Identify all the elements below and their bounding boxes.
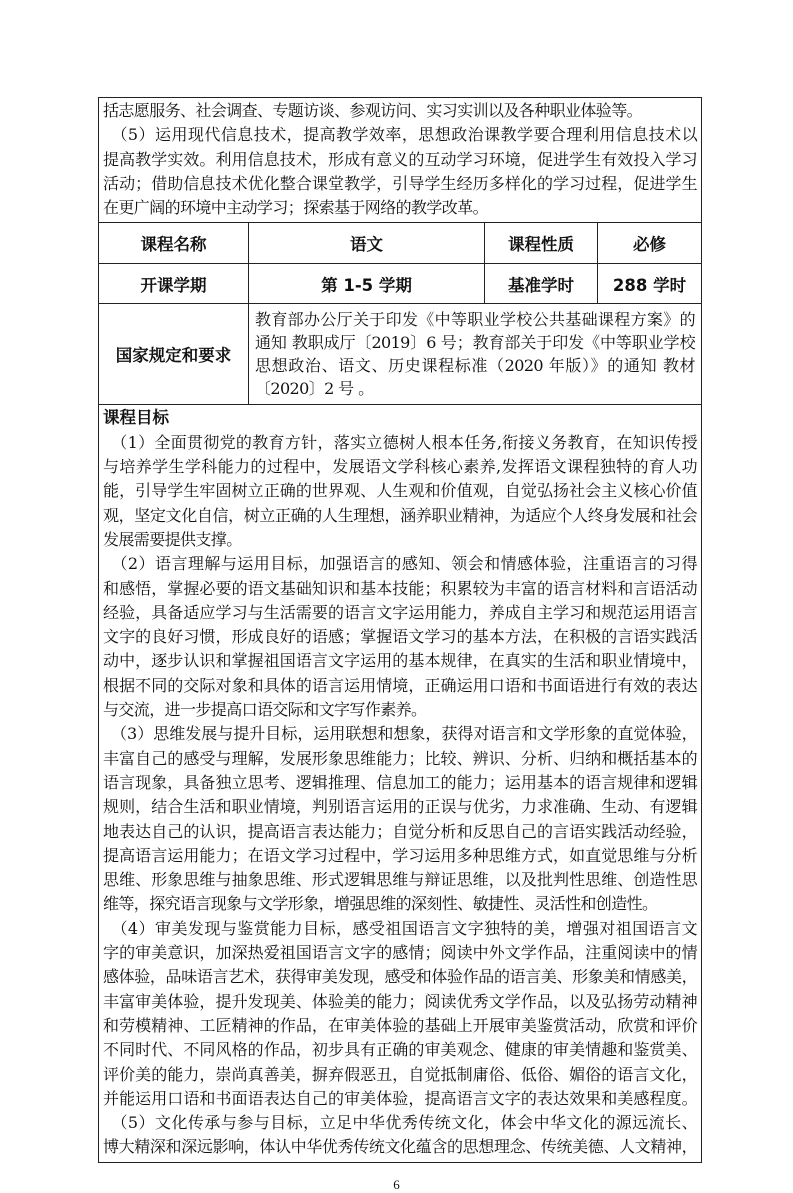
course-name-label: 课程名称 — [140, 235, 207, 255]
text-line: 规则，结合生活和职业情境，判别语言运用的正误与优劣，力求准确、生动、有逻辑 — [103, 797, 697, 817]
text-line: 字的审美意识，加深热爱祖国语言文字的感情；阅读中外文学作品，注重阅读中的情 — [103, 943, 697, 963]
text-line: 提高语言运用能力；在语文学习过程中，学习运用多种思维方式，如直觉思维与分析 — [103, 845, 697, 865]
text-line: 发展需要提供支撑。 — [103, 529, 242, 549]
text-line: 思维、形象思维与抽象思维、形式逻辑思维与辩证思维，以及批判性思维、创造性思 — [103, 870, 697, 890]
course-name-value: 语文 — [248, 223, 484, 263]
page-number: 6 — [393, 1176, 400, 1192]
text-line: 提高教学实效。利用信息技术，形成有意义的互动学习环境，促进学生有效投入学习 — [103, 149, 697, 169]
regulation-label: 国家规定和要求 — [115, 346, 232, 366]
text-line: 通知 教职成厅〔2019〕6 号；教育部关于印发《中等职业学校 — [255, 333, 695, 353]
text-line: 动中，逐步认识和掌握祖国语言文字运用的基本规律，在真实的生活和职业情境中， — [103, 651, 697, 671]
text-line: 在更广阔的环境中主动学习；探索基于网络的教学改革。 — [103, 198, 489, 218]
text-line: 能，引导学生牢固树立正确的世界观、人生观和价值观，自觉弘扬社会主义核心价值 — [103, 481, 697, 501]
text-line: 博大精深和深远影响，体认中华优秀传统文化蕴含的思想理念、传统美德、人文精神， — [103, 1137, 697, 1157]
text-line: 不同时代、不同风格的作品，初步具有正确的审美观念、健康的审美情趣和鉴赏美、 — [103, 1040, 697, 1060]
text-line: 评价美的能力，崇尚真善美，摒弃假恶丑，自觉抵制庸俗、低俗、媚俗的语言文化， — [103, 1064, 697, 1084]
text-line: 观，坚定文化自信，树立正确的人生理想，涵养职业精神，为适应个人终身发展和社会 — [103, 505, 697, 525]
text-line: 和劳模精神、工匠精神的作品，在审美体验的基础上开展审美鉴赏活动，欣赏和评价 — [103, 1015, 697, 1035]
goals-row — [99, 404, 701, 1161]
text-line: 思想政治、语文、历史课程标准（2020 年版）》的通知 教材 — [255, 356, 695, 376]
goals-block — [99, 405, 701, 1161]
text-line: 地表达自己的认识，提高语言表达能力；自觉分析和反思自己的言语实践活动经验， — [103, 821, 697, 841]
regulation-text — [248, 304, 701, 404]
course-nature-label: 课程性质 — [484, 223, 597, 263]
course-name-row — [99, 222, 701, 263]
text-line: 根据不同的交际对象和具体的语言运用情境，正确运用口语和书面语进行有效的表达 — [103, 675, 697, 695]
text-line: 并能运用口语和书面语表达自己的审美体验，提高语言文字的表达效果和美感程度。 — [103, 1088, 697, 1108]
text-line: 经验，具备适应学习与生活需要的语言文字运用能力，养成自主学习和规范运用语言 — [103, 602, 697, 622]
text-line: 文字的良好习惯，形成良好的语感；掌握语文学习的基本方法，在积极的言语实践活 — [103, 627, 697, 647]
text-line: （5）运用现代信息技术，提高教学效率，思想政治课教学要合理利用信息技术以 — [103, 125, 697, 145]
text-line: （2）语言理解与运用目标，加强语言的感知、领会和情感体验，注重语言的习得 — [103, 554, 697, 574]
course-table — [98, 97, 702, 1163]
text-line: 和感悟，掌握必要的语文基础知识和基本技能；积累较为丰富的语言材料和言语活动 — [103, 578, 697, 598]
goals-title: 课程目标 — [103, 408, 169, 428]
text-line: 与交流，进一步提高口语交际和文字写作素养。 — [103, 700, 427, 720]
hours-value: 288 学时 — [597, 264, 701, 303]
text-line: （1）全面贯彻党的教育方针，落实立德树人根本任务,衔接义务教育，在知识传授 — [103, 432, 697, 452]
term-value: 第 1-5 学期 — [248, 264, 484, 303]
intro-text-block — [99, 98, 701, 222]
hours-label: 基准学时 — [484, 264, 597, 303]
course-nature-value: 必修 — [597, 223, 701, 263]
text-line: 丰富自己的感受与理解，发展形象思维能力；比较、辨识、分析、归纳和概括基本的 — [103, 748, 697, 768]
regulation-row — [99, 303, 701, 404]
text-line: 括志愿服务、社会调查、专题访谈、参观访问、实习实训以及各种职业体验等。 — [103, 101, 643, 120]
text-line: 活动；借助信息技术优化整合课堂教学，引导学生经历多样化的学习过程，促进学生 — [103, 173, 697, 193]
text-line: 感体验，品味语言艺术，获得审美发现，感受和体验作品的语言美、形象美和情感美， — [103, 967, 697, 987]
text-line: 语言现象，具备独立思考、逻辑推理、信息加工的能力；运用基本的语言规律和逻辑 — [103, 772, 697, 792]
text-line: 〔2020〕2 号 。 — [255, 379, 374, 399]
text-line: 维等，探究语言现象与文学形象，增强思维的深刻性、敏捷性、灵活性和创造性。 — [103, 894, 658, 914]
text-line: （4）审美发现与鉴赏能力目标，感受祖国语言文字独特的美，增强对祖国语言文 — [103, 918, 697, 938]
term-label: 开课学期 — [140, 275, 207, 295]
text-line: 丰富审美体验，提升发现美、体验美的能力；阅读优秀文学作品，以及弘扬劳动精神 — [103, 991, 697, 1011]
text-line: 与培养学生学科能力的过程中，发展语文学科核心素养,发挥语文课程独特的育人功 — [103, 457, 697, 477]
text-line: （5）文化传承与参与目标，立足中华优秀传统文化，体会中华文化的源远流长、 — [103, 1113, 697, 1133]
text-line: （3）思维发展与提升目标，运用联想和想象，获得对语言和文学形象的直觉体验， — [103, 724, 697, 744]
course-term-row — [99, 263, 701, 303]
text-line: 教育部办公厅关于印发《中等职业学校公共基础课程方案》的 — [255, 310, 695, 330]
